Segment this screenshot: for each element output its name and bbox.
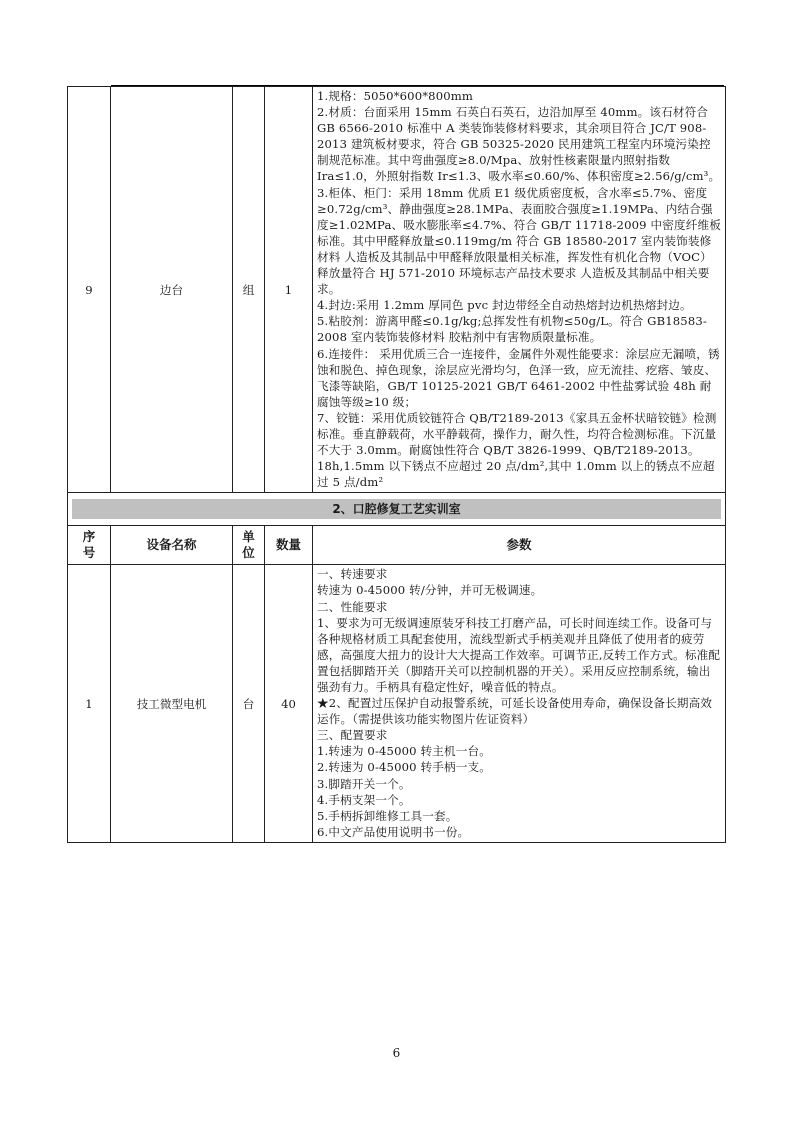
- param-line: 1.转速为 0-45000 转主机一台。: [317, 744, 491, 759]
- param-line: 三、配置要求: [317, 728, 388, 743]
- param-line: 6.连接件： 采用优质三合一连接件，金属件外观性能要求：涂层应无漏喷，锈蚀和脱色、掉色现象，涂层应光滑均匀，色泽一致，应无流挂、疙瘩、皱皮、飞漆等缺陷，GB/T 10125-2021 GB/T 6461-2002 中性盐雾试验 48h 耐腐蚀等级≥10 级；: [317, 346, 720, 409]
- quantity: 40: [265, 565, 313, 843]
- param-line: ★2、配置过压保护自动报警系统，可延长设备使用寿命，确保设备长期高效运作。（需提供该功能实物图片佐证资料）: [317, 696, 713, 727]
- param-line: 4.手柄支架一个。: [317, 792, 411, 807]
- column-header-index: 序号: [68, 526, 111, 565]
- parameters-cell: [313, 87, 726, 493]
- param-line: 3.脚踏开关一个。: [317, 776, 411, 791]
- unit: 组: [233, 87, 265, 493]
- quantity: 1: [265, 87, 313, 493]
- param-line: 5.手柄拆卸维修工具一套。: [317, 808, 458, 823]
- param-line: 二、性能要求: [317, 599, 388, 614]
- param-line: 一、转速要求: [317, 567, 388, 582]
- param-line: 3.柜体、柜门：采用 18mm 优质 E1 级优质密度板，含水率≤5.7%、密度≥0.72g/cm³、静曲强度≥28.1MPa、表面胶合强度≥1.19MPa、内结合强度≥1.02MPa、吸水膨胀率≤4.7%、符合 GB/T 11718-2009 中密度纤维板标准。其中甲醛释放量≤0.119mg/m 符合 GB 18580-2017 室内装饰装修材料 人造板及其制品中甲醛释放限量相关标准，挥发性有机化合物（VOC）释放量符合 HJ 571-2010 环境标志产品技术要求 人造板及其制品中相关要求。: [317, 185, 721, 297]
- section-header-row: [68, 493, 726, 526]
- param-line: 2.材质：台面采用 15mm 石英白石英石，边沿加厚至 40mm。该石材符合 GB 6566-2010 标准中 A 类装饰装修材料要求，其余项目符合 JC/T 908-2013 建筑板材要求，符合 GB 50325-2020 民用建筑工程室内环境污染控制规范标准。其中弯曲强度≥8.0/Mpa、放射性核素限量内照射指数 Ira≤1.0，外照射指数 Ir≤1.3、吸水率≤0.60/%、体积密度≥2.56/g/cm³。: [317, 105, 721, 184]
- column-header-name: 设备名称: [111, 526, 233, 565]
- unit: 台: [233, 565, 265, 843]
- column-header-unit: 单位: [233, 526, 265, 565]
- param-line: 1、要求为可无级调速原装牙科技工打磨产品，可长时间连续工作。设备可与各种规格材质工具配套使用，流线型新式手柄美观并且降低了使用者的疲劳感，高强度大扭力的设计大大提高工作效率。可调节正,反转工作方式。标准配置包括脚踏开关（脚踏开关可以控制机器的开关）。采用反应控制系统，输出强劲有力。手柄具有稳定性好，噪音低的特点。: [317, 615, 721, 694]
- column-header-quantity: 数量: [265, 526, 313, 565]
- table-row: [68, 565, 726, 843]
- param-line: 转速为 0-45000 转/分钟，并可无极调速。: [317, 583, 543, 598]
- equipment-spec-table: [67, 86, 726, 843]
- table-row: [68, 87, 726, 493]
- row-index: 1: [68, 565, 111, 843]
- equipment-name: 技工微型电机: [111, 565, 233, 843]
- param-line: 2.转速为 0-45000 转手柄一支。: [317, 760, 491, 775]
- section-title: 2、口腔修复工艺实训室: [72, 499, 721, 519]
- equipment-name: 边台: [111, 87, 233, 493]
- column-header-params: 参数: [313, 526, 726, 565]
- parameters-cell: [313, 565, 726, 843]
- page-number: 6: [392, 1046, 401, 1060]
- param-line: 4.封边:采用 1.2mm 厚同色 pvc 封边带经全自动热熔封边机热熔封边。: [317, 298, 692, 313]
- param-line: 1.规格：5050*600*800mm: [317, 89, 474, 103]
- param-line: 6.中文产品使用说明书一份。: [317, 824, 470, 839]
- param-line: 7、铰链：采用优质铰链符合 QB/T2189-2013《家具五金杯状暗铰链》检测标准。垂直静载荷，水平静载荷，操作力，耐久性，均符合检测标准。下沉量不大于 3.0mm。耐腐蚀性符合 QB/T 3826-1999、QB/T2189-2013。18h,1.5mm 以下锈点不应超过 20 点/dm²,其中 1.0mm 以上的锈点不应超过 5 点/dm²: [317, 410, 717, 490]
- column-header-row: [68, 526, 726, 565]
- row-index: 9: [68, 87, 111, 493]
- param-line: 5.粘胶剂：游离甲醛≤0.1g/kg;总挥发性有机物≤50g/L。符合 GB18583-2008 室内装饰装修材料 胶粘剂中有害物质限量标准。: [317, 314, 707, 345]
